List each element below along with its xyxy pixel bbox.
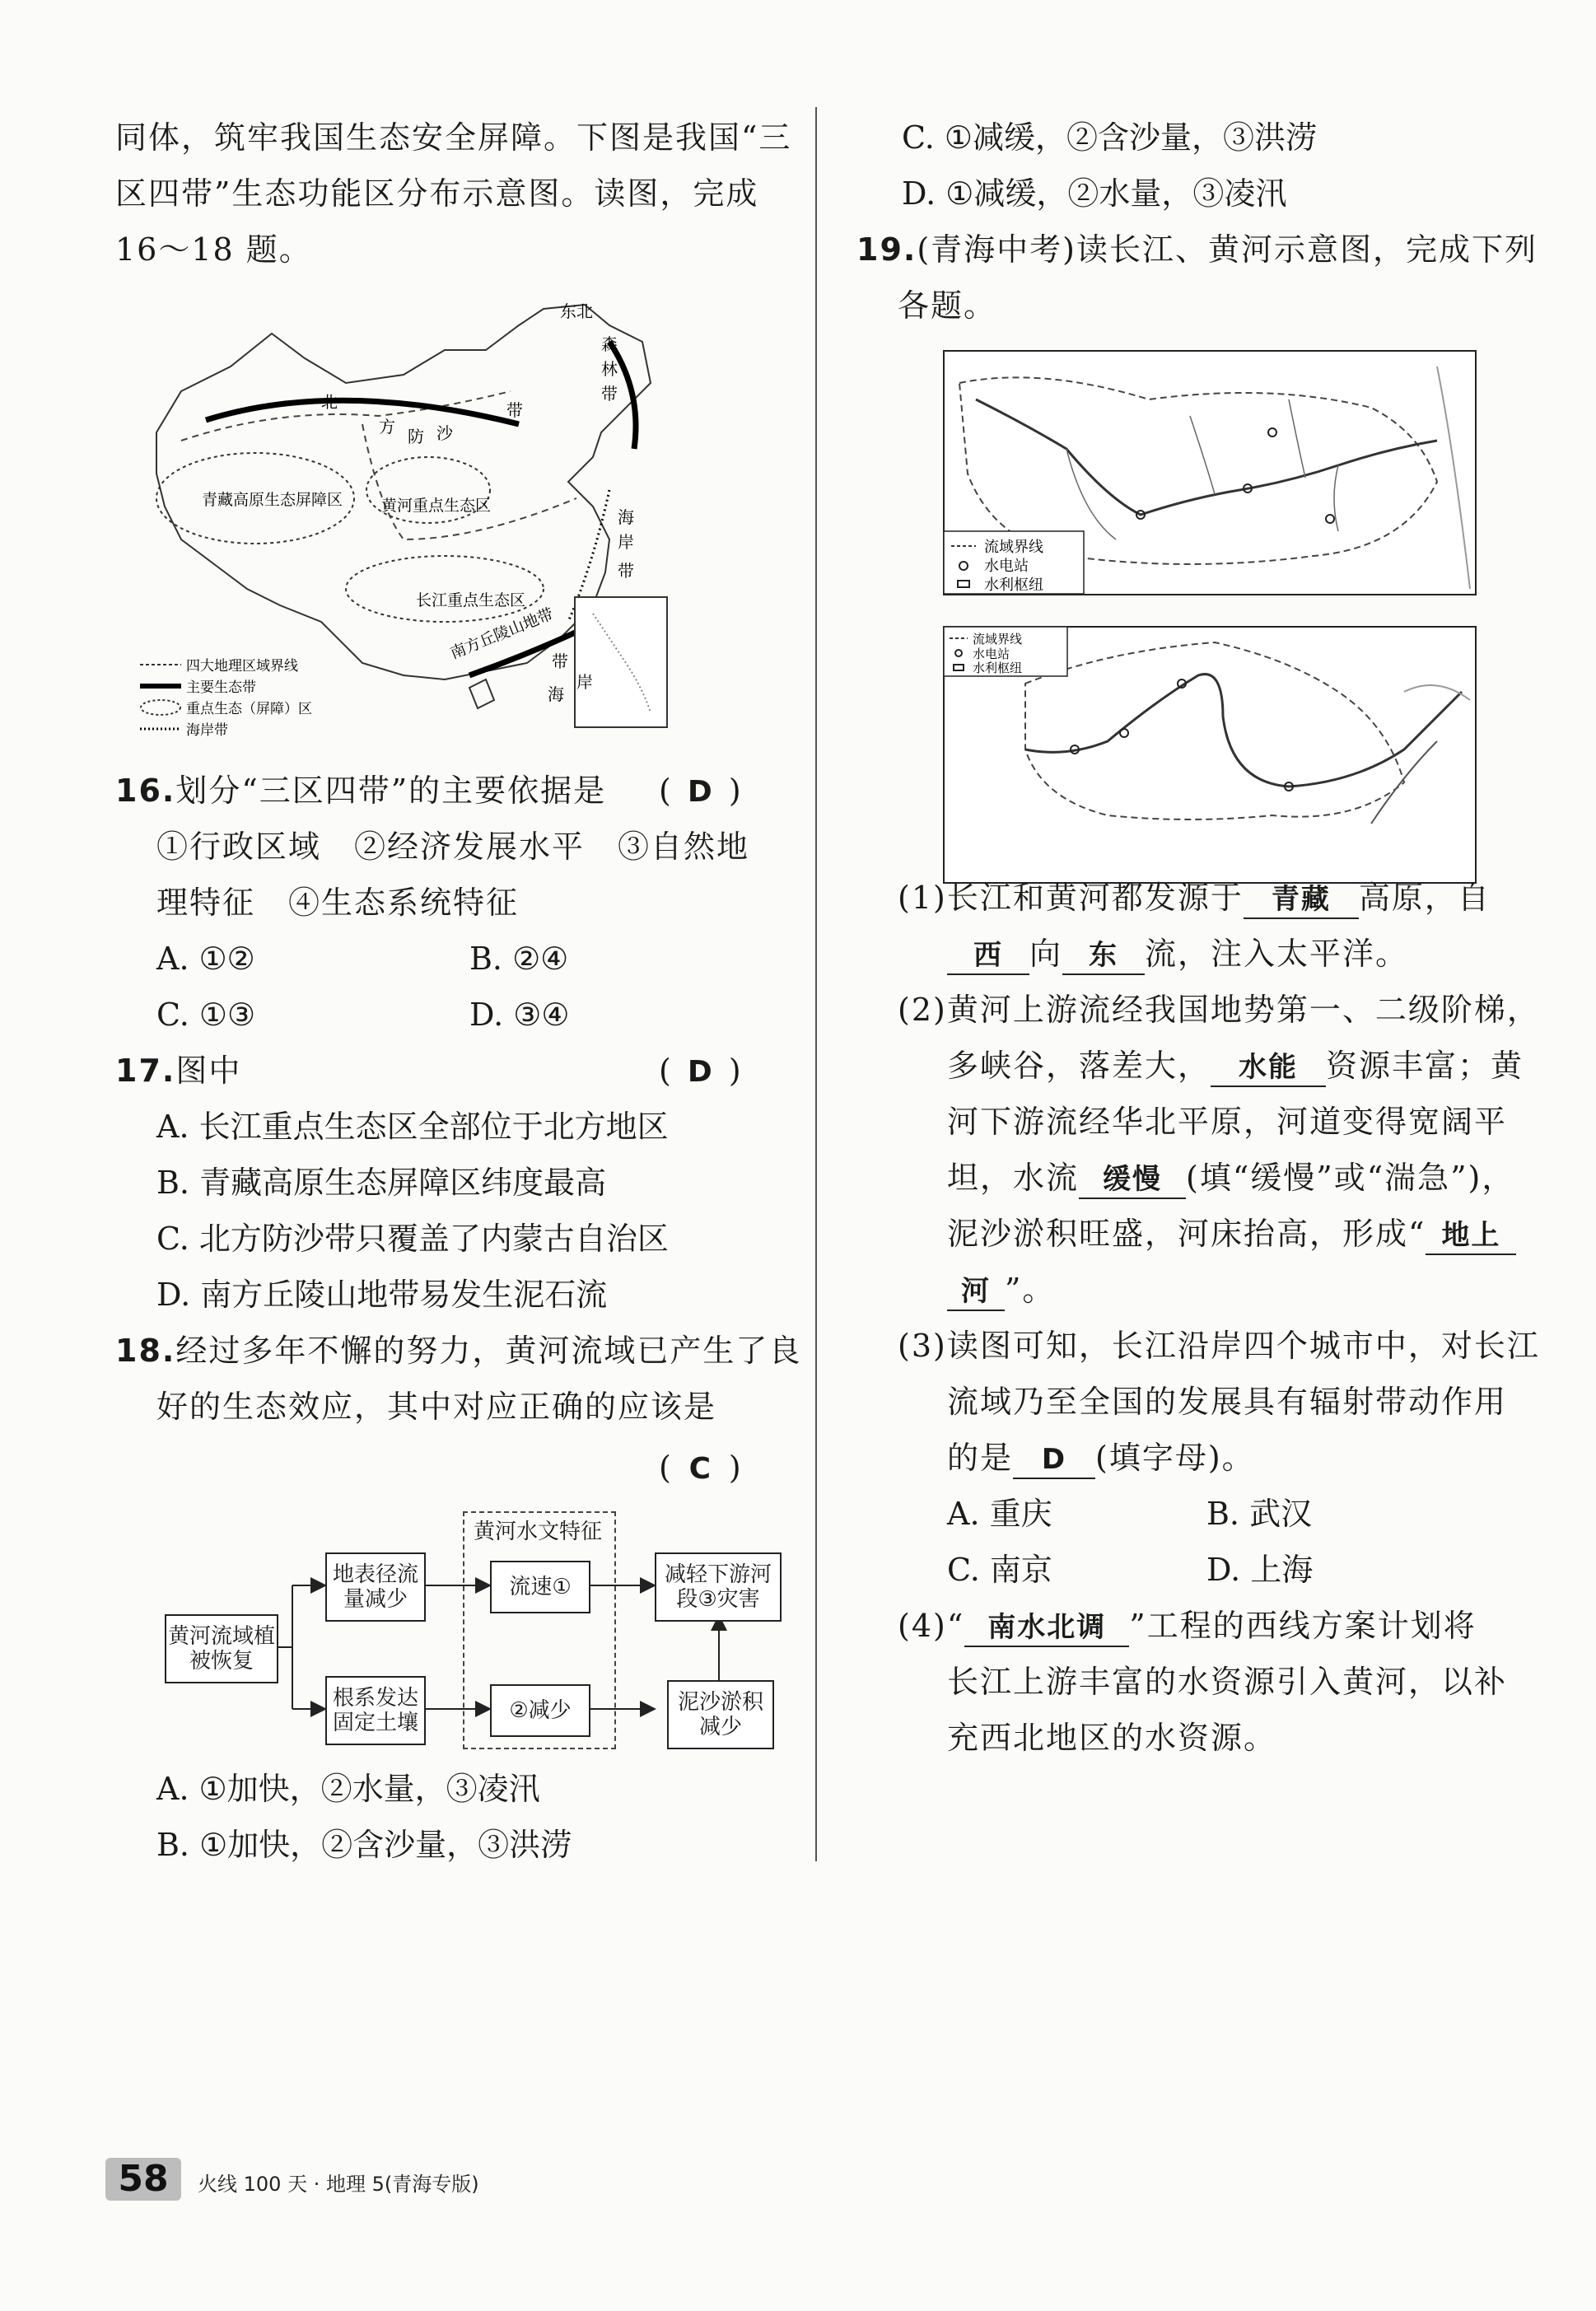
q17-stem-line: [115, 1053, 241, 1089]
q19-p3-option-c: C. 南京: [947, 1552, 1052, 1588]
q19-p2-line-5: [947, 1216, 1516, 1255]
q19-p2-l4b: (填“缓慢”或“湍急”)，: [1186, 1160, 1515, 1196]
map1-legend-boundary: 四大地理区域界线: [186, 658, 298, 675]
changjiang-map: [943, 350, 1478, 597]
cj-legend-boundary: 流域界线: [984, 539, 1043, 556]
footer-book-title: 火线 100 天 · 地理 5(青海专版): [198, 2173, 479, 2196]
q19-p3-option-d: D. 上海: [1206, 1552, 1314, 1588]
q19-stem-1: (青海中考)读长江、黄河示意图，完成下列: [917, 231, 1538, 268]
q17-option-d: D. 南方丘陵山地带易发生泥石流: [156, 1277, 608, 1313]
q18-option-a: A. ①加快，②水量，③凌汛: [156, 1771, 540, 1807]
q19-p1-blank-1[interactable]: 青藏: [1244, 881, 1359, 919]
q16-answer: D: [687, 775, 712, 809]
q19-p1-a: (1)长江和黄河都发源于: [898, 880, 1244, 916]
map1-label-forest-2: 林: [601, 359, 618, 379]
q16-items-line-2: 理特征 ④生态系统特征: [156, 885, 520, 921]
q19-p2-blank-1[interactable]: 水能: [1211, 1049, 1326, 1087]
q18-answer-paren: ( C ): [659, 1450, 741, 1486]
q16-stem: 划分“三区四带”的主要依据是: [175, 773, 607, 809]
map1-legend-main-belt: 主要生态带: [186, 679, 256, 696]
q16-option-a: A. ①②: [156, 941, 255, 977]
q18-box-silt: 泥沙淤积减少: [667, 1680, 774, 1749]
q19-p3-l3a: 的是: [947, 1440, 1014, 1476]
q19-p2-blank-3b[interactable]: 河: [947, 1273, 1005, 1311]
q16-option-b: B. ②④: [469, 941, 569, 977]
column-divider: [815, 107, 817, 1861]
q19-p1-c: 高原，自: [1358, 880, 1491, 916]
map1-label-fang2: 防: [408, 427, 424, 446]
q19-p4-l1a: (4)“: [898, 1608, 965, 1644]
map1-label-nanfang: 南方丘陵山地带: [447, 605, 557, 663]
map1-label-coast-3: 带: [618, 561, 634, 581]
q19-p3-option-b: B. 武汉: [1206, 1496, 1313, 1532]
q18-stem-line-2: 好的生态效应，其中对应正确的应该是: [156, 1389, 717, 1425]
map1-label-qingzang: 青藏高原生态屏障区: [202, 491, 343, 509]
huanghe-map: [943, 626, 1478, 885]
q19-p3-option-a: A. 重庆: [947, 1496, 1052, 1532]
q19-p3-blank-1[interactable]: D: [1013, 1441, 1095, 1479]
map1-label-forest-1: 森: [601, 334, 618, 354]
q16-answer-paren: ( D ): [659, 773, 741, 809]
q16-number: 16.: [115, 773, 176, 809]
q19-p2-l4a: 坦，水流: [947, 1160, 1080, 1196]
map1-label-coast-2: 岸: [618, 532, 634, 552]
map1-legend-coast-belt: 海岸带: [186, 722, 228, 739]
map1-label-sha: 沙: [436, 423, 453, 443]
q19-p2-line-1: (2)黄河上游流经我国地势第一、二级阶梯，: [898, 992, 1540, 1028]
q17-answer-paren: ( D ): [659, 1053, 741, 1089]
q18-stem-line-1: [115, 1333, 801, 1369]
q16-option-d: D. ③④: [469, 997, 570, 1033]
hh-legend-boundary: 流域界线: [973, 632, 1023, 647]
q18-group-title: 黄河水文特征: [473, 1520, 602, 1544]
q18-answer: C: [688, 1452, 712, 1486]
q19-p2-l2b: 资源丰富；黄: [1326, 1048, 1524, 1084]
cj-legend-hub: 水利枢纽: [984, 577, 1043, 594]
q17-number: 17.: [115, 1053, 176, 1089]
q18-box-lighten: 减轻下游河段③灾害: [655, 1552, 782, 1622]
intro-line-2: 区四带”生态功能区分布示意图。读图，完成: [115, 175, 759, 212]
q19-p4-line-2: 长江上游丰富的水资源引入黄河，以补: [947, 1664, 1508, 1700]
q19-p2-l6b: ”。: [1005, 1272, 1056, 1308]
q19-p2-line-4: [947, 1160, 1514, 1199]
page-number: 58: [105, 2158, 181, 2201]
q19-p2-line-3: 河下游流经华北平原，河道变得宽阔平: [947, 1104, 1508, 1140]
q19-p2-l2a: 多峡谷，落差大，: [947, 1048, 1211, 1084]
hh-legend-hub: 水利枢纽: [973, 661, 1023, 675]
q18-box-reduce: ②减少: [490, 1684, 590, 1737]
q18-number: 18.: [115, 1333, 176, 1369]
q18-box-start: 黄河流域植被恢复: [165, 1614, 278, 1683]
q19-p2-line-2: [947, 1048, 1524, 1087]
q19-p2-l5a: 泥沙淤积旺盛，河床抬高，形成“: [947, 1216, 1426, 1252]
q19-p1-line-2: [947, 936, 1408, 975]
q19-p3-l3b: (填字母)。: [1095, 1440, 1255, 1476]
q19-stem-line-2: 各题。: [898, 287, 997, 324]
map1-label-changjiang: 长江重点生态区: [416, 591, 526, 609]
q19-p1-blank-3[interactable]: 东: [1062, 937, 1145, 975]
q18-box-runoff: 地表径流量减少: [325, 1552, 426, 1622]
q19-p1-blank-2[interactable]: 西: [947, 937, 1029, 975]
q19-p2-line-6: [947, 1272, 1055, 1311]
map1-label-coast-bottom-2: 岸: [576, 672, 593, 692]
q16-items-line-1: ①行政区域 ②经济发展水平 ③自然地: [156, 829, 750, 865]
china-eco-zones-map: [132, 292, 675, 741]
q18-box-roots: 根系发达固定土壤: [325, 1676, 426, 1745]
q19-p1-d: 向: [1029, 936, 1063, 972]
q19-p2-blank-3a[interactable]: 地上: [1426, 1217, 1516, 1255]
hh-legend-hydro: 水电站: [973, 647, 1010, 661]
q17-option-a: A. 长江重点生态区全部位于北方地区: [156, 1109, 669, 1145]
q18-box-speed: 流速①: [490, 1561, 590, 1613]
q19-p4-l1b: ”工程的西线方案计划将: [1129, 1608, 1477, 1644]
q17-option-b: B. 青藏高原生态屏障区纬度最高: [156, 1165, 607, 1201]
q17-stem: 图中: [175, 1053, 242, 1089]
q19-p1-line-1: [898, 880, 1491, 919]
q17-answer: D: [687, 1055, 712, 1089]
map1-label-coast-bottom-1: 海: [548, 684, 564, 704]
cj-legend-hydro: 水电站: [984, 558, 1029, 575]
q18-option-c: C. ①减缓，②含沙量，③洪涝: [902, 119, 1317, 156]
q16-option-c: C. ①③: [156, 997, 256, 1033]
q19-p4-line-1: [898, 1608, 1477, 1647]
map1-legend-key-zone: 重点生态（屏障）区: [186, 701, 312, 717]
map1-label-dai: 带: [506, 400, 523, 420]
map1-label-coast-1: 海: [618, 507, 634, 527]
map1-label-fang: 方: [379, 417, 395, 437]
q16-stem-line: [115, 773, 606, 809]
q17-option-c: C. 北方防沙带只覆盖了内蒙古自治区: [156, 1221, 669, 1257]
q19-p1-e: 流，注入太平洋。: [1145, 936, 1409, 972]
map1-label-northeast: 东北: [560, 301, 593, 321]
intro-line-1: 同体，筑牢我国生态安全屏障。下图是我国“三: [115, 119, 792, 156]
map1-label-bei: 北: [321, 392, 338, 412]
q19-number: 19.: [856, 231, 917, 268]
q19-p2-blank-2[interactable]: 缓慢: [1079, 1161, 1186, 1199]
q19-p3-line-2: 流域乃至全国的发展具有辐射带动作用: [947, 1384, 1508, 1420]
intro-line-3: 16～18 题。: [115, 231, 312, 268]
q19-stem-line-1: [856, 231, 1538, 268]
map1-label-huanghe: 黄河重点生态区: [381, 497, 492, 515]
q19-p4-line-3: 充西北地区的水资源。: [947, 1720, 1277, 1756]
map1-label-forest-3: 带: [601, 384, 618, 404]
q18-option-b: B. ①加快，②含沙量，③洪涝: [156, 1827, 572, 1863]
q18-stem-1: 经过多年不懈的努力，黄河流域已产生了良: [175, 1333, 802, 1369]
q19-p3-line-3: [947, 1440, 1255, 1479]
q19-p4-blank-1[interactable]: 南水北调: [964, 1609, 1129, 1647]
q19-p3-line-1: (3)读图可知，长江沿岸四个城市中，对长江: [898, 1328, 1540, 1364]
map1-label-coast-bottom-3: 带: [552, 651, 568, 671]
q18-option-d: D. ①减缓，②水量，③凌汛: [902, 175, 1287, 212]
